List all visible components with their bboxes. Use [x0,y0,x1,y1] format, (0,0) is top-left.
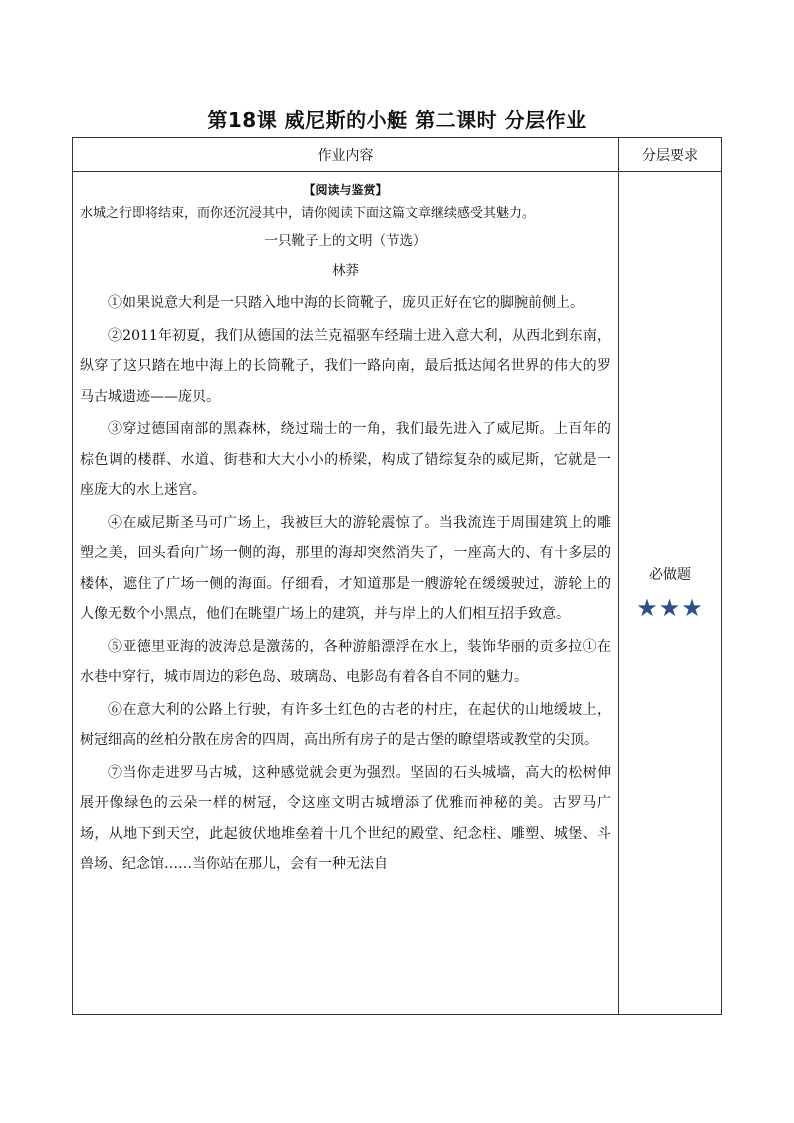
paragraph-3: ③穿过德国南部的黑森林，绕过瑞士的一角，我们最先进入了威尼斯。上百年的棕色调的楼群、水道、街巷和大大小小的桥梁，构成了错综复杂的威尼斯，它就是一座庞大的水上迷宫。 [80,421,611,498]
header-content: 作业内容 [73,138,619,172]
homework-table [72,137,722,1015]
paragraph-2: ②2011年初夏，我们从德国的法兰克福驱车经瑞士进入意大利，从西北到东南，纵穿了这只踏在地中海上的长筒靴子，我们一路向南，最后抵达闻名世界的伟大的罗马古城遗迹——庞贝。 [80,327,611,405]
content-cell [73,172,619,1015]
level-cell [619,172,722,1015]
paragraph-1: ①如果说意大利是一只踏入地中海的长筒靴子，庞贝正好在它的脚腕前侧上。 [108,295,584,311]
difficulty-stars-icon: ★★★ [636,594,704,622]
intro-text: 水城之行即将结束，而你还沉浸其中，请你阅读下面这篇文章继续感受其魅力。 [80,206,536,221]
paragraph-5: ⑤亚德里亚海的波涛总是激荡的，各种游船漂浮在水上，装饰华丽的贡多拉①在水巷中穿行，城市周边的彩色岛、玻璃岛、电影岛有着各自不同的魅力。 [80,638,611,685]
table-row [73,172,722,1015]
requirement-label: 必做题 [649,567,691,583]
section-heading: 【阅读与鉴赏】 [303,183,388,197]
paragraph-4: ④在威尼斯圣马可广场上，我被巨大的游轮震惊了。当我流连于周围建筑上的雕塑之美，回头看向广场一侧的海，那里的海却突然消失了，一座高大的、有十多层的楼体，遮住了广场一侧的海面。仔细看，才知道那是一艘游轮在缓缓驶过，游轮上的人像无数个小黑点，他们在眺望广场上的建筑，并与岸上的人们相互招手致意。 [80,514,611,622]
paragraph-6: ⑥在意大利的公路上行驶，有许多土红色的古老的村庄，在起伏的山地缓坡上，树冠细高的丝柏分散在房舍的四周，高出所有房子的是古堡的瞭望塔或教堂的尖顶。 [80,701,611,748]
content-body [73,172,618,1014]
table-header-row [73,138,722,172]
header-level: 分层要求 [619,138,722,172]
paragraph-7: ⑦当你走进罗马古城，这种感觉就会更为强烈。坚固的石头城墙，高大的松树伸展开像绿色的云朵一样的树冠，令这座文明古城增添了优雅而神秘的美。古罗马广场，从地下到天空，此起彼伏地堆垒着十几个世纪的殿堂、纪念柱、雕塑、城堡、斗兽场、纪念馆……当你站在那儿，会有一种无法自 [80,764,611,872]
page-title: 第18课 威尼斯的小艇 第二课时 分层作业 [207,108,587,132]
article-author: 林莽 [332,263,359,279]
article-title: 一只靴子上的文明（节选） [264,233,427,249]
